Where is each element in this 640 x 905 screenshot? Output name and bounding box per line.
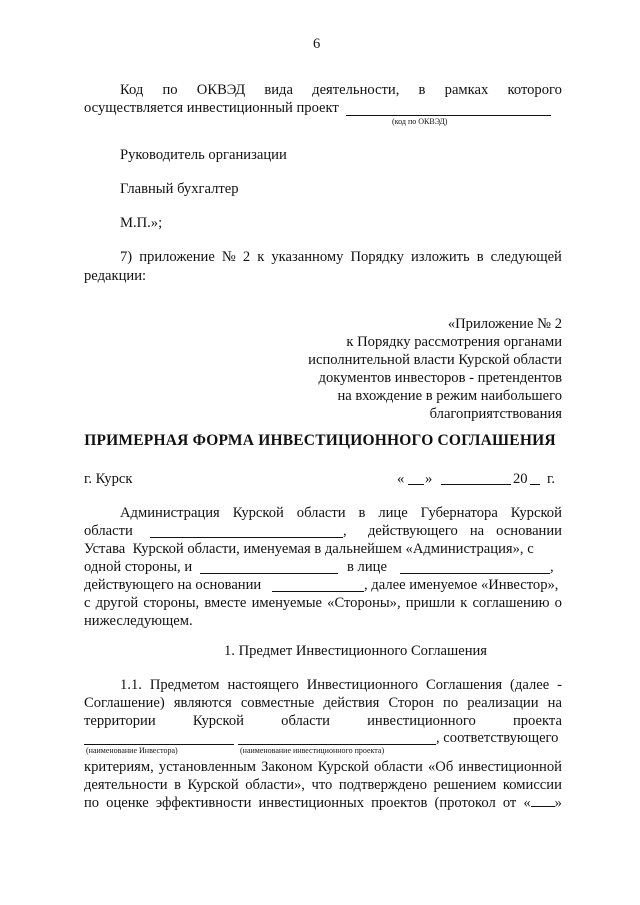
clause-1-1-line-2: [84, 694, 562, 712]
word: именуемые: [251, 595, 322, 611]
date-open-quote: «: [397, 471, 405, 487]
word: по: [162, 82, 178, 98]
word: проектов: [371, 795, 428, 811]
word: Курской: [232, 505, 284, 521]
word: стороны,: [143, 595, 200, 611]
word: Курской: [510, 505, 562, 521]
appendix-line-2: к Порядку рассмотрения органами: [346, 334, 562, 350]
appendix-line-4: документов инвесторов - претендентов: [318, 370, 562, 386]
preamble-line-7: нижеследующем.: [84, 613, 193, 629]
word: приложение: [139, 249, 215, 265]
word: комиссии: [502, 777, 562, 793]
word: основании: [496, 523, 562, 539]
date-year-suffix: г.: [547, 471, 555, 487]
preamble-line-2-end: [368, 522, 562, 540]
word: «Стороны»,: [327, 595, 401, 611]
caption-project: (наименование инвестиционного проекта): [240, 746, 385, 755]
place: г. Курск: [84, 471, 133, 487]
word: Предметом: [149, 677, 220, 693]
section-1-heading: 1. Предмет Инвестиционного Соглашения: [224, 643, 488, 659]
word: на: [469, 523, 485, 539]
word: изложить: [410, 249, 470, 265]
word: вместе: [204, 595, 247, 611]
word: области»,: [245, 777, 305, 793]
preamble-line-2-start: области: [84, 523, 133, 539]
okved-blank-line[interactable]: [346, 115, 551, 116]
item7-line-2: редакции:: [84, 268, 147, 284]
word: в: [358, 505, 366, 521]
okved-caption: (код по ОКВЭД): [392, 117, 448, 126]
word: в: [418, 82, 426, 98]
word: указанному: [271, 249, 344, 265]
word: действия: [323, 695, 380, 711]
word: лице: [378, 505, 408, 521]
appendix-line-6: благоприятствования: [429, 406, 562, 422]
word: области: [281, 713, 330, 729]
word: области: [296, 505, 346, 521]
basis-blank[interactable]: [272, 591, 364, 592]
word: с: [84, 595, 91, 611]
word: оценке: [106, 795, 149, 811]
word: к: [257, 249, 265, 265]
word: Код: [120, 82, 144, 98]
protocol-day-blank[interactable]: [531, 795, 555, 807]
word: -: [557, 677, 562, 693]
investor-name-blank[interactable]: [200, 573, 338, 574]
word: решением: [433, 777, 497, 793]
word: критериям,: [84, 759, 154, 775]
date-close-quote: »: [425, 471, 433, 487]
word: соглашению: [472, 595, 550, 611]
word: пришли: [405, 595, 456, 611]
word: совместные: [240, 695, 315, 711]
preamble-line-5-end: , далее именуемое «Инвестор»,: [364, 577, 559, 593]
date-year-blank[interactable]: [530, 484, 540, 485]
word: установленным: [158, 759, 256, 775]
word: инвестиционных: [258, 795, 365, 811]
word: Устава: [84, 541, 126, 557]
word: рамках: [444, 82, 489, 98]
word: по: [84, 795, 100, 811]
appendix-line-1: «Приложение № 2: [447, 316, 562, 332]
word: Законом: [261, 759, 313, 775]
preamble-line-2-comma: ,: [343, 523, 347, 539]
signature-accountant: Главный бухгалтер: [120, 181, 239, 197]
word: «Об: [427, 759, 454, 775]
okved-line-1: [120, 81, 562, 99]
item7-line-1: [120, 248, 562, 266]
protocol-date-blank: [523, 794, 562, 812]
preamble-line-6: [84, 594, 562, 612]
word: Губернатора: [420, 505, 498, 521]
word: подтверждено: [338, 777, 428, 793]
clause-1-1-line-4-end: , соответствующего: [436, 730, 559, 746]
preamble-line-3: [84, 540, 534, 558]
word: которого: [507, 82, 562, 98]
word: в: [476, 249, 484, 265]
clause-1-1-line-5: [84, 758, 562, 776]
word: деятельности: [84, 777, 168, 793]
word: Порядку: [350, 249, 404, 265]
word: Сторон: [388, 695, 434, 711]
word: 2: [242, 249, 251, 265]
page-number: 6: [313, 36, 321, 52]
word: являются: [173, 695, 232, 711]
preamble-line-5-start: действующего на основании: [84, 577, 262, 593]
word: №: [221, 249, 236, 265]
word: Курской: [187, 777, 239, 793]
word: «: [523, 795, 531, 811]
signature-seal: М.П.»;: [120, 215, 163, 231]
word: в: [174, 777, 181, 793]
word: следующей: [490, 249, 562, 265]
word: действующего: [368, 523, 458, 539]
form-title: ПРИМЕРНАЯ ФОРМА ИНВЕСТИЦИОННОГО СОГЛАШЕНИЯ: [84, 432, 556, 449]
word: 7): [120, 249, 133, 265]
okved-line-2: осуществляется инвестиционный проект: [84, 100, 339, 116]
signature-head: Руководитель организации: [120, 147, 287, 163]
date-month-blank[interactable]: [441, 484, 511, 485]
word: ОКВЭД: [196, 82, 246, 98]
word: Соглашение): [84, 695, 165, 711]
project-name-field[interactable]: [238, 744, 436, 745]
word: Администрация: [120, 505, 220, 521]
appendix-line-5: на вхождение в режим наибольшего: [337, 388, 562, 404]
word: проекта: [512, 713, 562, 729]
word: другой: [95, 595, 139, 611]
investor-rep-blank[interactable]: [400, 573, 550, 574]
word: настоящего: [227, 677, 299, 693]
word: (протокол: [434, 795, 496, 811]
clause-1-1-line-1: [120, 676, 562, 694]
word: инвестиционной: [458, 759, 562, 775]
investor-name-field[interactable]: [84, 744, 234, 745]
word: Курской: [317, 759, 369, 775]
date-year-prefix: 20: [513, 471, 528, 487]
word: о: [554, 595, 562, 611]
clause-1-1-line-7: [84, 794, 562, 812]
word: Инвестиционного: [306, 677, 419, 693]
caption-investor: (наименование Инвестора): [86, 746, 178, 755]
word: Соглашения: [426, 677, 503, 693]
word: к: [460, 595, 468, 611]
word: области: [374, 759, 423, 775]
governor-name-blank[interactable]: [150, 537, 343, 538]
word: »: [554, 795, 562, 811]
word: деятельности,: [312, 82, 400, 98]
preamble-line-1: [120, 504, 562, 522]
word: по: [443, 695, 459, 711]
word: территории: [84, 713, 156, 729]
preamble-line-4-end: ,: [550, 559, 554, 575]
text: Курской области, именуемая в дальнейшем «Администрация», с: [132, 541, 534, 557]
word: инвестиционного: [367, 713, 476, 729]
clause-1-1-line-3: [84, 712, 562, 730]
word: реализации: [467, 695, 539, 711]
word: что: [311, 777, 333, 793]
word: вида: [264, 82, 293, 98]
word: 1.1.: [120, 677, 142, 693]
appendix-line-3: исполнительной власти Курской области: [308, 352, 562, 368]
date-day-blank[interactable]: [408, 484, 424, 485]
word: эффективности: [155, 795, 252, 811]
clause-1-1-line-6: [84, 776, 562, 794]
word: Курской: [192, 713, 244, 729]
preamble-line-4-start: одной стороны, и: [84, 559, 193, 575]
word: от: [502, 795, 517, 811]
word: на: [547, 695, 562, 711]
preamble-line-4-mid: в лице: [347, 559, 387, 575]
word: (далее: [510, 677, 550, 693]
